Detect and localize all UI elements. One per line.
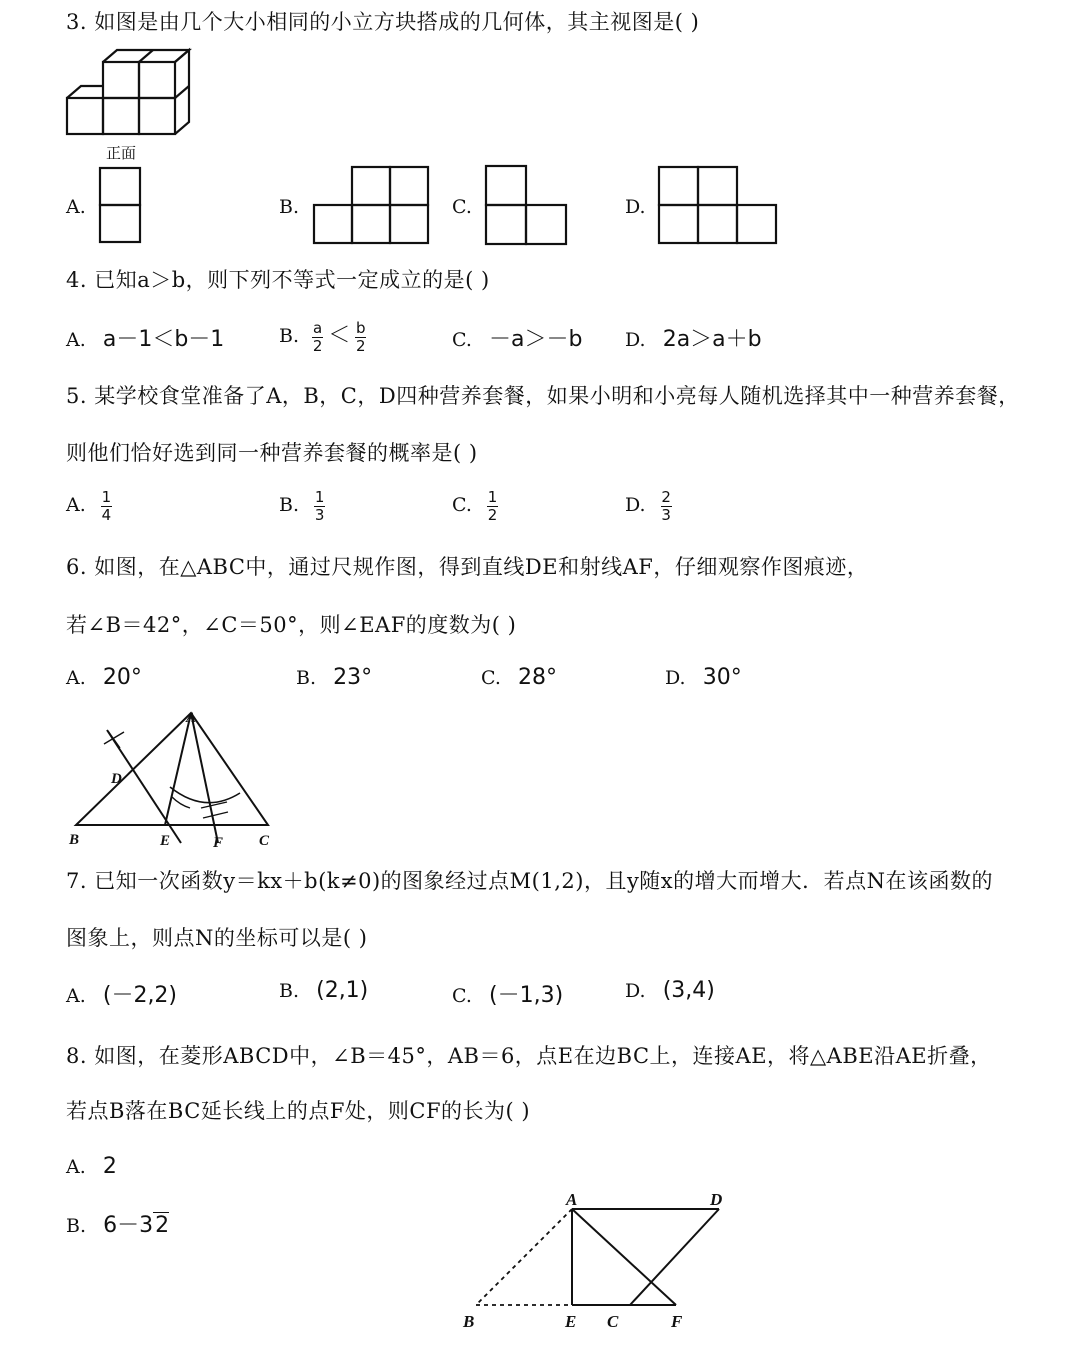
q4-option-b (279, 318, 366, 354)
q3-solid-figure (67, 50, 189, 134)
q8-label-b: B (463, 1312, 475, 1331)
q4-option-b-num2: b (356, 319, 366, 337)
q6-option-b-label: B. (296, 667, 317, 689)
q4-option-c-text: －a＞－b (489, 327, 583, 352)
q5-option-d-label: D. (625, 494, 646, 516)
q6-stem-line2: 若∠B＝42°，∠C＝50°，则∠EAF的度数为( ) (66, 613, 517, 637)
q4-option-b-frac2 (355, 321, 366, 354)
q6-option-b (296, 665, 372, 690)
q7-option-a (66, 978, 177, 1009)
q6-label-d: D (111, 771, 122, 787)
q5-option-a (66, 490, 112, 523)
q4-option-d (625, 322, 762, 353)
q6-option-d-text: 30° (702, 665, 742, 690)
q4-option-d-label: D. (625, 329, 646, 351)
q6-option-a-text: 20° (102, 665, 142, 690)
q7-option-c-label: C. (452, 985, 472, 1007)
q6-point-labels (68, 710, 270, 851)
q7-stem-line2: 图象上，则点N的坐标可以是( ) (66, 926, 368, 950)
q5-option-b-num: 1 (314, 488, 325, 506)
q3-option-b-label: B. (279, 196, 300, 218)
q3-front-label: 正面 (106, 144, 137, 162)
q4-stem: 4. 已知a＞b，则下列不等式一定成立的是( ) (66, 268, 490, 292)
q3-option-a-figure (100, 168, 140, 242)
q6-option-a-label: A. (66, 667, 86, 689)
q8-label-e: E (565, 1312, 577, 1331)
q7-option-b-text: (2,1) (316, 978, 369, 1003)
q5-stem-line2: 则他们恰好选到同一种营养套餐的概率是( ) (66, 441, 478, 465)
q6-label-e: E (160, 833, 171, 849)
q6-option-d-label: D. (665, 667, 686, 689)
q4-option-c-label: C. (452, 329, 472, 351)
q8-label-c: C (607, 1312, 619, 1331)
q8-option-b-label: B. (66, 1215, 87, 1237)
q3-option-c-figure (486, 166, 566, 244)
q3-option-c-label: C. (452, 196, 472, 218)
q8-option-b-text: 6－3 (103, 1213, 154, 1238)
q5-option-a-num: 1 (101, 488, 112, 506)
q6-label-f: F (213, 835, 224, 851)
q6-label-a: A (186, 710, 197, 726)
q6-option-c-text: 28° (518, 665, 557, 690)
q7-option-d-label: D. (625, 980, 646, 1002)
q6-label-b: B (69, 832, 80, 848)
q6-option-b-text: 23° (333, 665, 373, 690)
q4-option-d-text: 2a＞a＋b (662, 327, 762, 352)
q6-option-c-label: C. (481, 667, 501, 689)
q3-option-d-label: D. (625, 196, 646, 218)
q4-option-b-den2: 2 (356, 337, 366, 355)
q4-option-b-num1: a (313, 319, 323, 337)
q5-option-b-den: 3 (314, 506, 325, 524)
q8-option-a-text: 2 (102, 1154, 117, 1179)
q6-triangle-figure (76, 713, 268, 843)
q8-option-a (66, 1154, 117, 1179)
q6-option-a (66, 665, 142, 690)
q4-option-c (452, 322, 582, 353)
q8-dashed-lines (476, 1209, 572, 1305)
q4-option-b-frac1 (312, 321, 323, 354)
q6-stem-line1: 6. 如图，在△ABC中，通过尺规作图，得到直线DE和射线AF，仔细观察作图痕迹， (66, 555, 869, 579)
q5-option-a-den: 4 (101, 506, 112, 524)
q8-label-f: F (671, 1312, 683, 1331)
q8-option-b (66, 1208, 169, 1239)
q5-option-d (625, 490, 672, 523)
q7-option-a-label: A. (66, 985, 86, 1007)
q8-point-labels (462, 1190, 722, 1331)
q6-option-d (665, 665, 742, 690)
q4-option-a-text: a－1＜b－1 (102, 327, 225, 352)
q5-stem-line1: 5. 某学校食堂准备了A，B，C，D四种营养套餐，如果小明和小亮每人随机选择其中一种营养套餐， (66, 384, 1020, 408)
q6-option-c (481, 665, 557, 690)
q8-option-b-radical: 2 (155, 1213, 170, 1238)
q4-option-b-label: B. (279, 325, 300, 347)
q7-option-d (625, 978, 715, 1003)
q6-label-c: C (259, 833, 270, 849)
q5-option-c-num: 1 (487, 488, 498, 506)
q5-option-d-num: 2 (661, 488, 671, 506)
q5-option-a-label: A. (66, 494, 86, 516)
q3-option-b-figure (314, 167, 428, 243)
q5-option-c (452, 490, 498, 523)
q8-label-a: A (566, 1190, 578, 1209)
q5-option-b (279, 490, 325, 523)
q3-stem: 3. 如图是由几个大小相同的小立方块搭成的几何体，其主视图是( ) (66, 10, 700, 34)
q7-option-c (452, 978, 563, 1009)
q8-stem-line1: 8. 如图，在菱形ABCD中，∠B＝45°，AB＝6，点E在边BC上，连接AE，将△ABE沿AE折叠， (66, 1044, 992, 1068)
q8-option-a-label: A. (66, 1156, 86, 1178)
q7-option-b (279, 978, 368, 1003)
q4-option-a (66, 322, 224, 353)
q5-option-d-den: 3 (661, 506, 671, 524)
q7-option-a-text: (－2,2) (102, 983, 178, 1008)
q4-option-b-relation: ＜ (328, 323, 351, 348)
q8-stem-line2: 若点B落在BC延长线上的点F处，则CF的长为( ) (66, 1099, 531, 1123)
q7-option-c-text: (－1,3) (489, 983, 564, 1008)
q7-option-d-text: (3,4) (662, 978, 715, 1003)
q3-option-d-figure (659, 167, 776, 243)
q5-option-b-label: B. (279, 494, 300, 516)
q7-option-b-label: B. (279, 980, 300, 1002)
q8-rhombus-figure (572, 1209, 719, 1305)
q8-label-d: D (710, 1190, 723, 1209)
q4-option-a-label: A. (66, 329, 86, 351)
q5-option-c-label: C. (452, 494, 472, 516)
q3-option-a-label: A. (66, 196, 86, 218)
q7-stem-line1: 7. 已知一次函数y＝kx＋b(k≠0)的图象经过点M(1,2)，且y随x的增大而增大．若点N在该函数的 (66, 869, 994, 893)
q4-option-b-den1: 2 (312, 337, 323, 355)
q5-option-c-den: 2 (487, 506, 498, 524)
